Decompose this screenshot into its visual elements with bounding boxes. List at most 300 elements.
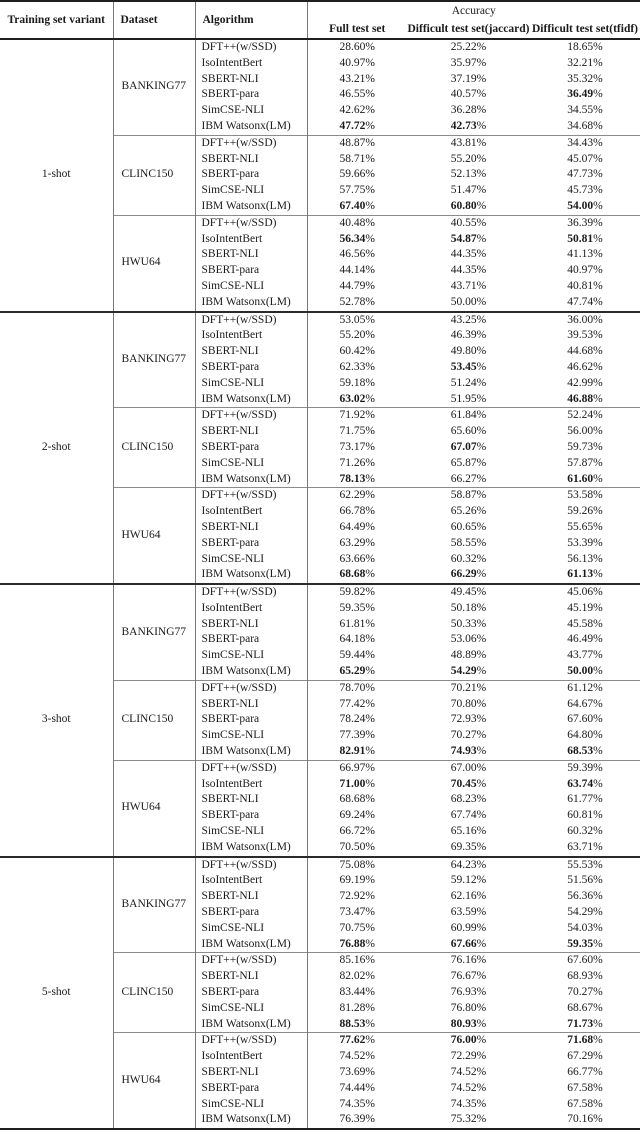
cell-accuracy-tfidf: 59.35% [567, 937, 603, 950]
cell-algorithm: IsoIntentBert [195, 56, 307, 72]
cell-algorithm: SBERT-para [195, 808, 307, 824]
cell-accuracy-tfidf: 68.67% [567, 1001, 603, 1014]
cell-algorithm: IsoIntentBert [195, 873, 307, 889]
cell-accuracy-tfidf: 56.36% [567, 890, 603, 903]
cell-algorithm: SBERT-NLI [195, 792, 307, 808]
cell-accuracy-full: 71.00% [339, 777, 375, 790]
cell-algorithm: DFT++(w/SSD) [195, 312, 307, 329]
cell-accuracy-full: 88.53% [339, 1017, 375, 1030]
cell-training-set-variant: 3-shot [0, 584, 113, 857]
cell-accuracy-jaccard: 61.84% [407, 408, 530, 424]
cell-dataset: BANKING77 [113, 39, 195, 135]
cell-accuracy-tfidf: 36.00% [530, 312, 640, 329]
cell-algorithm: SBERT-para [195, 440, 307, 456]
cell-accuracy-tfidf: 34.43% [530, 135, 640, 151]
cell-accuracy-jaccard: 66.27% [450, 472, 487, 485]
cell-accuracy-full: 57.75% [339, 184, 375, 197]
cell-algorithm: DFT++(w/SSD) [195, 760, 307, 776]
cell-accuracy-tfidf: 59.39% [530, 760, 640, 776]
cell-algorithm: SBERT-NLI [195, 520, 307, 536]
cell-algorithm: IBM Watsonx(LM) [195, 1112, 307, 1129]
cell-algorithm: DFT++(w/SSD) [195, 953, 307, 969]
cell-accuracy-tfidf: 67.60% [530, 953, 640, 969]
cell-training-set-variant: 2-shot [0, 312, 113, 585]
cell-accuracy-tfidf: 32.21% [567, 56, 603, 69]
cell-accuracy-tfidf: 45.73% [567, 184, 603, 197]
cell-accuracy-full: 62.33% [339, 360, 375, 373]
cell-algorithm: DFT++(w/SSD) [195, 488, 307, 504]
cell-algorithm: SBERT-para [195, 712, 307, 728]
cell-accuracy-jaccard: 54.87% [450, 232, 487, 245]
cell-accuracy-full: 69.24% [339, 809, 375, 822]
cell-accuracy-full: 64.18% [339, 633, 375, 646]
table-body [0, 39, 640, 1129]
cell-algorithm: IBM Watsonx(LM) [195, 567, 307, 584]
cell-accuracy-jaccard: 74.52% [450, 1081, 487, 1094]
cell-accuracy-tfidf: 45.19% [567, 601, 603, 614]
cell-accuracy-tfidf: 39.53% [567, 329, 603, 342]
cell-accuracy-jaccard: 43.71% [450, 279, 487, 292]
cell-algorithm: IBM Watsonx(LM) [195, 664, 307, 680]
cell-accuracy-jaccard: 40.57% [450, 88, 487, 101]
cell-accuracy-jaccard: 59.12% [450, 874, 487, 887]
cell-accuracy-full: 63.02% [339, 392, 375, 405]
table-row [0, 857, 640, 874]
cell-accuracy-tfidf: 36.39% [530, 215, 640, 231]
cell-accuracy-full: 78.24% [339, 713, 375, 726]
cell-algorithm: SBERT-NLI [195, 1065, 307, 1081]
cell-accuracy-full: 81.28% [339, 1001, 375, 1014]
cell-accuracy-tfidf: 63.74% [567, 777, 603, 790]
cell-accuracy-jaccard: 51.95% [450, 392, 487, 405]
cell-dataset: CLINC150 [113, 135, 195, 215]
cell-algorithm: IBM Watsonx(LM) [195, 840, 307, 857]
cell-dataset: CLINC150 [113, 408, 195, 488]
cell-accuracy-jaccard: 53.06% [450, 633, 487, 646]
cell-accuracy-jaccard: 55.20% [450, 152, 487, 165]
cell-accuracy-jaccard: 70.80% [450, 697, 487, 710]
cell-algorithm: SBERT-NLI [195, 697, 307, 713]
cell-accuracy-jaccard: 50.33% [450, 617, 487, 630]
header-full-test-set: Full test set [329, 22, 386, 35]
cell-algorithm: SBERT-NLI [195, 617, 307, 633]
cell-accuracy-full: 42.62% [339, 104, 375, 117]
cell-accuracy-tfidf: 60.32% [567, 825, 603, 838]
cell-accuracy-jaccard: 35.97% [450, 56, 487, 69]
cell-accuracy-tfidf: 63.71% [567, 840, 603, 853]
cell-accuracy-tfidf: 18.65% [567, 41, 603, 53]
cell-accuracy-tfidf: 67.60% [567, 713, 603, 726]
cell-accuracy-full: 44.79% [339, 279, 375, 292]
cell-accuracy-jaccard: 74.93% [450, 745, 487, 758]
cell-accuracy-full: 28.60% [339, 41, 375, 53]
header-dataset: Dataset [113, 1, 195, 39]
cell-algorithm: SimCSE-NLI [195, 1097, 307, 1113]
cell-accuracy-tfidf: 45.07% [567, 152, 603, 165]
cell-accuracy-jaccard: 75.32% [450, 1113, 487, 1126]
cell-accuracy-tfidf: 68.53% [567, 745, 603, 758]
cell-accuracy-jaccard: 49.45% [407, 584, 530, 601]
cell-accuracy-full: 82.02% [339, 970, 375, 983]
cell-accuracy-full: 74.44% [339, 1081, 375, 1094]
cell-algorithm: IsoIntentBert [195, 232, 307, 248]
cell-accuracy-full: 40.97% [339, 56, 375, 69]
cell-accuracy-tfidf: 47.74% [567, 295, 603, 308]
header-algorithm: Algorithm [195, 1, 307, 39]
cell-algorithm: SBERT-para [195, 536, 307, 552]
cell-accuracy-full: 60.42% [339, 345, 375, 358]
cell-accuracy-full: 53.05% [307, 312, 407, 329]
cell-accuracy-tfidf: 66.77% [567, 1066, 603, 1078]
cell-accuracy-jaccard: 42.73% [450, 119, 487, 132]
cell-accuracy-full: 74.52% [339, 1050, 375, 1063]
cell-accuracy-jaccard: 76.00% [407, 1033, 530, 1049]
header-difficult-test-set-tfidf: Difficult test set(tfidf) [532, 22, 639, 35]
cell-accuracy-full: 44.14% [339, 264, 375, 277]
cell-algorithm: SimCSE-NLI [195, 552, 307, 568]
cell-accuracy-jaccard: 51.47% [450, 184, 487, 197]
cell-accuracy-full: 48.87% [307, 135, 407, 151]
cell-algorithm: DFT++(w/SSD) [195, 857, 307, 874]
cell-accuracy-jaccard: 65.60% [450, 425, 487, 438]
cell-algorithm: DFT++(w/SSD) [195, 135, 307, 151]
cell-algorithm: SimCSE-NLI [195, 648, 307, 664]
cell-algorithm: SBERT-NLI [195, 152, 307, 168]
cell-accuracy-jaccard: 54.29% [450, 665, 487, 678]
cell-algorithm: IBM Watsonx(LM) [195, 392, 307, 408]
cell-accuracy-tfidf: 53.39% [567, 536, 603, 549]
cell-accuracy-tfidf: 61.12% [530, 680, 640, 696]
table-row [0, 39, 640, 56]
cell-accuracy-full: 59.66% [339, 168, 375, 181]
cell-accuracy-full: 59.35% [339, 601, 375, 614]
cell-algorithm: SimCSE-NLI [195, 1001, 307, 1017]
cell-accuracy-full: 67.40% [339, 199, 375, 212]
cell-algorithm: IsoIntentBert [195, 1049, 307, 1065]
cell-accuracy-jaccard: 40.55% [407, 215, 530, 231]
cell-accuracy-tfidf: 56.13% [567, 552, 603, 565]
cell-dataset: HWU64 [113, 1033, 195, 1129]
cell-accuracy-jaccard: 67.66% [450, 937, 487, 950]
cell-accuracy-tfidf: 54.03% [567, 921, 603, 934]
cell-dataset: HWU64 [113, 760, 195, 856]
cell-accuracy-full: 73.69% [339, 1066, 375, 1078]
cell-accuracy-full: 75.08% [307, 857, 407, 874]
cell-accuracy-jaccard: 60.65% [450, 520, 487, 533]
cell-accuracy-jaccard: 62.16% [450, 890, 487, 903]
cell-accuracy-jaccard: 46.39% [450, 329, 487, 342]
cell-accuracy-jaccard: 58.87% [407, 488, 530, 504]
cell-accuracy-tfidf: 46.49% [567, 633, 603, 646]
cell-accuracy-tfidf: 55.65% [567, 520, 603, 533]
cell-accuracy-jaccard: 80.93% [450, 1017, 487, 1030]
cell-accuracy-tfidf: 61.77% [567, 793, 603, 806]
cell-accuracy-full: 72.92% [339, 890, 375, 903]
cell-accuracy-jaccard: 76.80% [450, 1001, 487, 1014]
cell-accuracy-jaccard: 74.52% [450, 1066, 487, 1078]
cell-accuracy-jaccard: 65.87% [450, 456, 487, 469]
cell-accuracy-tfidf: 50.81% [567, 232, 603, 245]
cell-accuracy-jaccard: 70.21% [407, 680, 530, 696]
cell-accuracy-jaccard: 53.45% [450, 360, 487, 373]
cell-accuracy-full: 82.91% [339, 745, 375, 758]
header-training-set-variant: Training set variant [0, 1, 113, 39]
cell-algorithm: DFT++(w/SSD) [195, 1033, 307, 1049]
cell-accuracy-tfidf: 61.13% [567, 568, 603, 581]
cell-accuracy-full: 77.62% [307, 1033, 407, 1049]
cell-accuracy-jaccard: 51.24% [450, 376, 487, 389]
cell-algorithm: SBERT-NLI [195, 247, 307, 263]
cell-accuracy-tfidf: 34.55% [567, 104, 603, 117]
cell-accuracy-jaccard: 63.59% [450, 906, 487, 919]
cell-algorithm: IBM Watsonx(LM) [195, 744, 307, 760]
cell-algorithm: SBERT-NLI [195, 969, 307, 985]
cell-dataset: HWU64 [113, 215, 195, 311]
cell-dataset: CLINC150 [113, 953, 195, 1033]
cell-accuracy-jaccard: 44.35% [450, 264, 487, 277]
cell-accuracy-full: 77.39% [339, 729, 375, 742]
cell-algorithm: SBERT-NLI [195, 72, 307, 88]
cell-accuracy-tfidf: 43.77% [567, 649, 603, 662]
cell-algorithm: IBM Watsonx(LM) [195, 295, 307, 312]
cell-algorithm: SimCSE-NLI [195, 921, 307, 937]
cell-accuracy-full: 46.55% [339, 88, 375, 101]
table-header [0, 1, 640, 39]
cell-accuracy-full: 68.68% [339, 793, 375, 806]
cell-accuracy-jaccard: 48.89% [450, 649, 487, 662]
cell-accuracy-jaccard: 67.00% [407, 760, 530, 776]
cell-accuracy-tfidf: 45.58% [567, 617, 603, 630]
cell-algorithm: IBM Watsonx(LM) [195, 199, 307, 215]
cell-accuracy-tfidf: 47.73% [567, 168, 603, 181]
cell-dataset: BANKING77 [113, 584, 195, 680]
cell-accuracy-jaccard: 65.26% [450, 505, 487, 518]
cell-algorithm: SimCSE-NLI [195, 824, 307, 840]
cell-accuracy-full: 74.35% [339, 1097, 375, 1110]
cell-accuracy-tfidf: 34.68% [567, 119, 603, 132]
cell-accuracy-tfidf: 67.58% [567, 1097, 603, 1110]
cell-accuracy-full: 71.75% [339, 425, 375, 438]
cell-dataset: HWU64 [113, 488, 195, 584]
cell-accuracy-full: 66.78% [339, 505, 375, 518]
cell-algorithm: DFT++(w/SSD) [195, 215, 307, 231]
cell-accuracy-tfidf: 41.13% [567, 248, 603, 261]
cell-accuracy-tfidf: 51.56% [567, 874, 603, 887]
cell-accuracy-tfidf: 55.53% [530, 857, 640, 874]
cell-accuracy-tfidf: 35.32% [567, 72, 603, 85]
cell-accuracy-tfidf: 71.73% [567, 1017, 603, 1030]
cell-accuracy-tfidf: 42.99% [567, 376, 603, 389]
cell-algorithm: SimCSE-NLI [195, 103, 307, 119]
header-accuracy-group: Accuracy [451, 4, 496, 17]
cell-dataset: BANKING77 [113, 312, 195, 408]
cell-accuracy-full: 69.19% [339, 874, 375, 887]
cell-algorithm: SBERT-para [195, 167, 307, 183]
cell-accuracy-full: 85.16% [307, 953, 407, 969]
cell-accuracy-full: 52.78% [339, 295, 375, 308]
table-row [0, 584, 640, 601]
cell-accuracy-tfidf: 71.68% [530, 1033, 640, 1049]
cell-accuracy-jaccard: 36.28% [450, 104, 487, 117]
cell-accuracy-tfidf: 46.62% [567, 360, 603, 373]
cell-accuracy-tfidf: 60.81% [567, 809, 603, 822]
cell-accuracy-full: 43.21% [339, 72, 375, 85]
cell-accuracy-full: 64.49% [339, 520, 375, 533]
cell-accuracy-jaccard: 60.32% [450, 552, 487, 565]
cell-accuracy-full: 77.42% [339, 697, 375, 710]
cell-accuracy-full: 58.71% [339, 152, 375, 165]
cell-accuracy-jaccard: 76.93% [450, 986, 487, 999]
cell-accuracy-jaccard: 50.18% [450, 601, 487, 614]
cell-accuracy-tfidf: 64.80% [567, 729, 603, 742]
cell-accuracy-jaccard: 76.67% [450, 970, 487, 983]
cell-algorithm: SBERT-para [195, 905, 307, 921]
cell-accuracy-full: 71.26% [339, 456, 375, 469]
cell-algorithm: DFT++(w/SSD) [195, 408, 307, 424]
cell-accuracy-jaccard: 69.35% [450, 840, 487, 853]
cell-accuracy-tfidf: 50.00% [567, 665, 603, 678]
cell-accuracy-tfidf: 68.93% [567, 970, 603, 983]
cell-accuracy-jaccard: 25.22% [450, 41, 487, 53]
cell-accuracy-jaccard: 44.35% [450, 248, 487, 261]
cell-accuracy-tfidf: 64.67% [567, 697, 603, 710]
cell-accuracy-jaccard: 65.16% [450, 825, 487, 838]
cell-accuracy-tfidf: 54.29% [567, 906, 603, 919]
cell-accuracy-full: 47.72% [339, 119, 375, 132]
cell-algorithm: SBERT-NLI [195, 424, 307, 440]
cell-accuracy-full: 70.50% [339, 840, 375, 853]
cell-accuracy-jaccard: 72.93% [450, 713, 487, 726]
header-difficult-test-set-jaccard: Difficult test set(jaccard) [407, 22, 530, 35]
cell-algorithm: IBM Watsonx(LM) [195, 1017, 307, 1033]
cell-accuracy-full: 73.17% [339, 440, 375, 453]
cell-accuracy-full: 46.56% [339, 248, 375, 261]
cell-accuracy-tfidf: 57.87% [567, 456, 603, 469]
cell-accuracy-tfidf: 59.73% [567, 440, 603, 453]
cell-accuracy-jaccard: 58.55% [450, 536, 487, 549]
cell-accuracy-tfidf: 45.06% [530, 584, 640, 601]
cell-accuracy-tfidf: 44.68% [567, 345, 603, 358]
cell-accuracy-tfidf: 61.60% [567, 472, 603, 485]
cell-dataset: CLINC150 [113, 680, 195, 760]
cell-accuracy-tfidf: 46.88% [567, 392, 603, 405]
cell-accuracy-tfidf: 40.97% [567, 264, 603, 277]
cell-accuracy-full: 59.18% [339, 376, 375, 389]
cell-accuracy-jaccard: 43.81% [407, 135, 530, 151]
cell-accuracy-full: 66.72% [339, 825, 375, 838]
cell-algorithm: DFT++(w/SSD) [195, 39, 307, 56]
cell-accuracy-jaccard: 52.13% [450, 168, 487, 181]
cell-algorithm: SimCSE-NLI [195, 456, 307, 472]
cell-algorithm: SimCSE-NLI [195, 376, 307, 392]
cell-algorithm: IsoIntentBert [195, 777, 307, 793]
cell-algorithm: DFT++(w/SSD) [195, 584, 307, 601]
cell-accuracy-full: 70.75% [339, 921, 375, 934]
cell-accuracy-full: 65.29% [339, 665, 375, 678]
cell-accuracy-tfidf: 53.58% [530, 488, 640, 504]
cell-accuracy-jaccard: 70.27% [450, 729, 487, 742]
cell-accuracy-full: 63.29% [339, 536, 375, 549]
cell-accuracy-jaccard: 49.80% [450, 345, 487, 358]
cell-algorithm: SBERT-para [195, 263, 307, 279]
cell-accuracy-jaccard: 64.23% [407, 857, 530, 874]
cell-algorithm: IBM Watsonx(LM) [195, 937, 307, 953]
cell-accuracy-full: 63.66% [339, 552, 375, 565]
cell-accuracy-jaccard: 66.29% [450, 568, 487, 581]
cell-accuracy-full: 76.88% [339, 937, 375, 950]
cell-algorithm: SBERT-para [195, 360, 307, 376]
cell-accuracy-jaccard: 67.74% [450, 809, 487, 822]
cell-accuracy-jaccard: 72.29% [450, 1050, 487, 1063]
cell-accuracy-full: 59.44% [339, 649, 375, 662]
cell-accuracy-full: 59.82% [307, 584, 407, 601]
cell-algorithm: SBERT-para [195, 985, 307, 1001]
cell-accuracy-full: 71.92% [307, 408, 407, 424]
cell-accuracy-jaccard: 76.16% [407, 953, 530, 969]
cell-accuracy-jaccard: 67.07% [450, 440, 487, 453]
cell-accuracy-jaccard: 50.00% [450, 295, 487, 308]
cell-accuracy-tfidf: 59.26% [567, 505, 603, 518]
cell-algorithm: IsoIntentBert [195, 504, 307, 520]
cell-algorithm: SBERT-para [195, 87, 307, 103]
cell-accuracy-full: 83.44% [339, 986, 375, 999]
cell-accuracy-tfidf: 70.16% [567, 1113, 603, 1126]
cell-training-set-variant: 5-shot [0, 857, 113, 1130]
cell-accuracy-jaccard: 60.99% [450, 921, 487, 934]
cell-algorithm: SBERT-para [195, 632, 307, 648]
cell-algorithm: SBERT-NLI [195, 889, 307, 905]
cell-algorithm: SimCSE-NLI [195, 183, 307, 199]
cell-training-set-variant: 1-shot [0, 39, 113, 312]
cell-accuracy-full: 66.97% [307, 760, 407, 776]
cell-algorithm: DFT++(w/SSD) [195, 680, 307, 696]
cell-algorithm: IBM Watsonx(LM) [195, 472, 307, 488]
cell-algorithm: SimCSE-NLI [195, 279, 307, 295]
cell-accuracy-tfidf: 40.81% [567, 279, 603, 292]
cell-accuracy-jaccard: 68.23% [450, 793, 487, 806]
cell-accuracy-full: 73.47% [339, 906, 375, 919]
cell-accuracy-jaccard: 74.35% [450, 1097, 487, 1110]
cell-algorithm: IsoIntentBert [195, 601, 307, 617]
cell-algorithm: IBM Watsonx(LM) [195, 119, 307, 135]
cell-dataset: BANKING77 [113, 857, 195, 953]
cell-accuracy-full: 76.39% [339, 1113, 375, 1126]
cell-accuracy-tfidf: 36.49% [567, 88, 603, 101]
cell-accuracy-full: 56.34% [339, 232, 375, 245]
cell-accuracy-tfidf: 70.27% [567, 986, 603, 999]
cell-accuracy-full: 55.20% [339, 329, 375, 342]
cell-accuracy-full: 78.13% [339, 472, 375, 485]
cell-accuracy-tfidf: 52.24% [530, 408, 640, 424]
cell-accuracy-jaccard: 43.25% [407, 312, 530, 329]
cell-accuracy-tfidf: 67.58% [567, 1081, 603, 1094]
cell-accuracy-tfidf: 54.00% [567, 199, 603, 212]
cell-accuracy-jaccard: 70.45% [450, 777, 487, 790]
cell-algorithm: SBERT-NLI [195, 344, 307, 360]
cell-algorithm: SBERT-para [195, 1081, 307, 1097]
cell-accuracy-full: 62.29% [307, 488, 407, 504]
cell-accuracy-jaccard: 37.19% [450, 72, 487, 85]
table-row [0, 312, 640, 329]
cell-accuracy-full: 61.81% [339, 617, 375, 630]
cell-algorithm: IsoIntentBert [195, 328, 307, 344]
cell-accuracy-full: 68.68% [339, 568, 375, 581]
cell-accuracy-tfidf: 67.29% [567, 1050, 603, 1063]
cell-accuracy-jaccard: 60.80% [450, 199, 487, 212]
cell-accuracy-tfidf: 56.00% [567, 425, 603, 438]
cell-accuracy-full: 78.70% [307, 680, 407, 696]
cell-algorithm: SimCSE-NLI [195, 728, 307, 744]
